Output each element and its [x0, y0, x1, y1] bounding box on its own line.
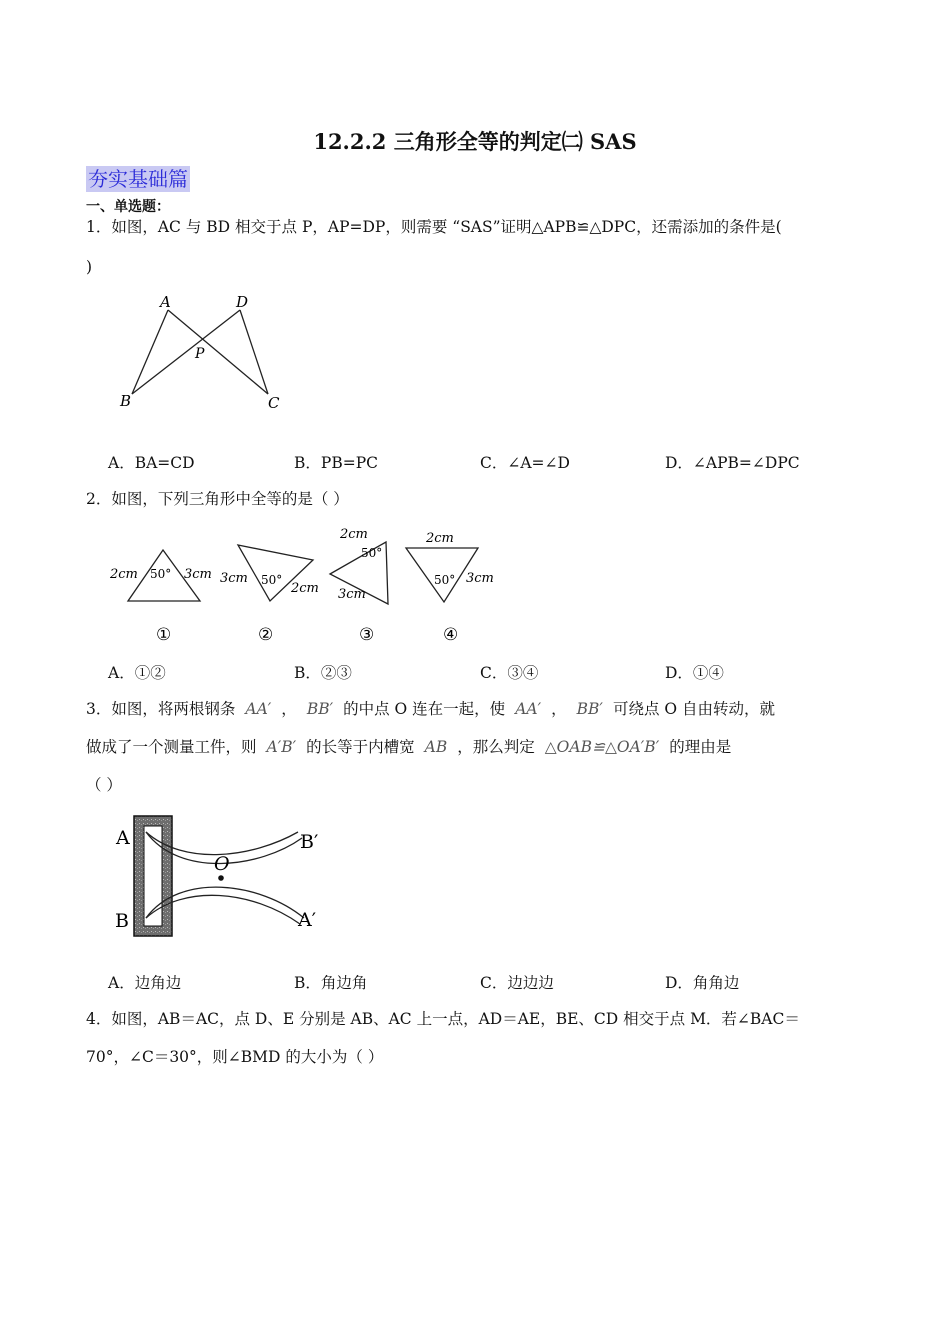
q3-l1-text5: 可绕点 O 自由转动，就: [612, 700, 775, 718]
q3-l2-text4: 的理由是: [669, 738, 732, 756]
page-title: 12.2.2 三角形全等的判定㈡ SAS: [313, 129, 637, 154]
q3-line3: （ ）: [86, 776, 122, 794]
q1-option-d[interactable]: D．∠APB=∠DPC: [665, 454, 800, 472]
q3-l1-text2: ，: [281, 700, 297, 718]
q3-option-b[interactable]: B．角边角: [294, 974, 368, 992]
q1-line1: 1．如图，AC 与 BD 相交于点 P，AP=DP，则需要 “SAS”证明△APB≌△DPC，还需添加的条件是(: [86, 218, 782, 236]
q2-option-c[interactable]: C．③④: [480, 664, 539, 682]
q2-t4-label-angle: 50°: [434, 573, 456, 587]
q2-t2-label-angle: 50°: [261, 573, 283, 587]
q2-line1: 2．如图，下列三角形中全等的是（ ）: [86, 490, 349, 508]
q3-l2-math2: AB: [424, 738, 448, 756]
q3-label-b-prime: B′: [300, 831, 319, 853]
q2-t2-caption: ②: [258, 625, 274, 645]
q3-l2-math3: △OAB≌△OA′B′: [544, 738, 660, 756]
q3-l1-math1: AA′: [245, 700, 272, 718]
q2-t1-label-left: 2cm: [110, 567, 138, 582]
q3-label-b: B: [115, 910, 129, 932]
q2-figure: [108, 520, 508, 650]
q2-t4-caption: ④: [443, 625, 459, 645]
q3-option-a[interactable]: A．边角边: [108, 974, 182, 992]
q1-option-c[interactable]: C．∠A=∠D: [480, 454, 570, 472]
q2-option-a[interactable]: A．①②: [108, 664, 166, 682]
q3-l2-math1: A′B′: [266, 738, 297, 756]
q3-line2: [86, 736, 731, 758]
q1-line2: ): [86, 258, 93, 276]
q2-t4-label-right: 3cm: [466, 571, 494, 586]
q2-t1-label-angle: 50°: [150, 567, 172, 581]
q1-label-p: P: [195, 346, 205, 362]
q2-option-d[interactable]: D．①④: [665, 664, 724, 682]
q2-t3-caption: ③: [359, 625, 375, 645]
q3-option-d[interactable]: D．角角边: [665, 974, 740, 992]
q1-label-d: D: [236, 293, 249, 311]
q3-label-a-prime: A′: [298, 909, 317, 931]
q2-t2-label-right: 2cm: [291, 581, 319, 596]
q1-figure: [110, 290, 290, 415]
q2-t4-label-top: 2cm: [426, 531, 454, 546]
q3-l2-text1: 做成了一个测量工件，则: [86, 738, 257, 756]
q2-t3-label-bottom: 3cm: [338, 587, 366, 602]
q3-l1-math4: BB′: [576, 700, 603, 718]
q3-l2-text3: ，那么判定: [457, 738, 535, 756]
q3-l2-text2: 的长等于内槽宽: [306, 738, 415, 756]
q4-line2: 70°，∠C＝30°，则∠BMD 的大小为（ ）: [86, 1048, 384, 1066]
q4-line1: 4．如图，AB＝AC，点 D、E 分别是 AB、AC 上一点，AD＝AE，BE、CD 相交于点 M．若∠BAC＝: [86, 1010, 800, 1028]
q3-figure: [110, 810, 340, 945]
q1-label-c: C: [268, 394, 280, 412]
q3-option-c[interactable]: C．边边边: [480, 974, 554, 992]
section-tag: 夯实基础篇: [88, 167, 188, 191]
q3-line1: [86, 698, 775, 720]
q3-l1-text1: 3．如图，将两根钢条: [86, 700, 236, 718]
q3-label-a: A: [116, 827, 130, 849]
q3-l1-math3: AA′: [515, 700, 542, 718]
q3-l1-math2: BB′: [306, 700, 334, 718]
q2-option-b[interactable]: B．②③: [294, 664, 352, 682]
q1-label-a: A: [160, 293, 171, 311]
q1-option-a[interactable]: A．BA=CD: [108, 454, 195, 472]
q3-l1-text4: ，: [551, 700, 567, 718]
q2-t1-label-right: 3cm: [184, 567, 212, 582]
q2-t3-label-top: 2cm: [340, 527, 368, 542]
q1-option-b[interactable]: B．PB=PC: [294, 454, 378, 472]
q3-l1-text3: 的中点 O 连在一起，使: [343, 700, 506, 718]
q1-label-b: B: [120, 392, 132, 410]
sub-heading: 一、单选题：: [86, 199, 170, 215]
q2-t2-label-left: 3cm: [220, 571, 248, 586]
q3-label-o: O: [214, 853, 230, 875]
q2-t1-caption: ①: [156, 625, 172, 645]
q2-t3-label-angle: 50°: [361, 546, 383, 560]
